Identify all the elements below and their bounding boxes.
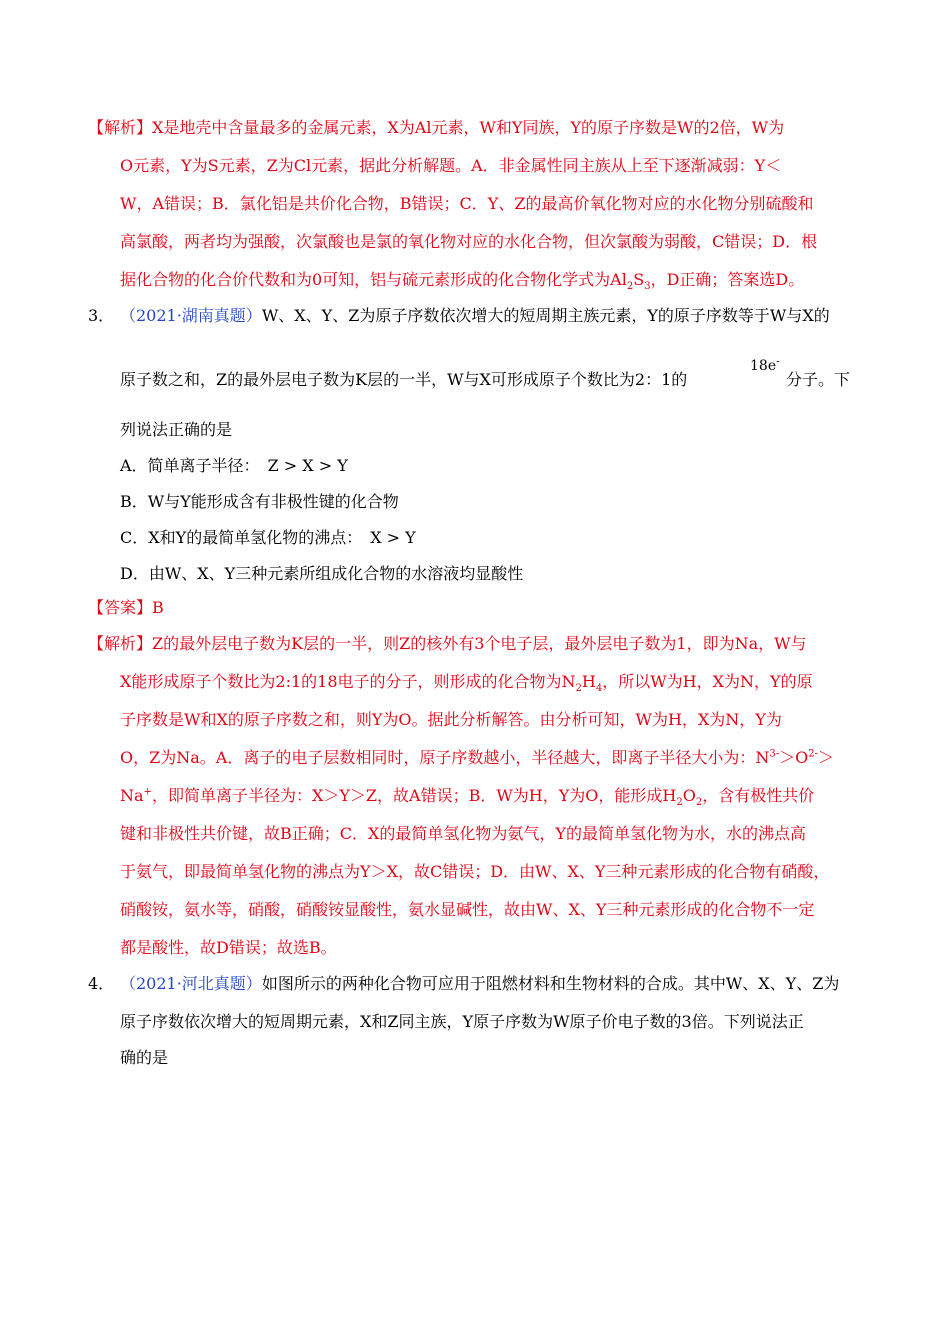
analysis-3-line-3: 子序数是W和X的原子序数之和，则Y为O。据此分析解答。由分析可知，W为H，X为N，Y为 <box>120 710 782 729</box>
analysis-3-line-9: 都是酸性，故D错误；故选B。 <box>120 938 337 957</box>
analysis-label: 【解析】 <box>88 634 153 653</box>
option-b: B．W与Y能形成含有非极性键的化合物 <box>120 492 399 511</box>
analysis-2-line-2: O元素，Y为S元素，Z为Cl元素，据此分析解题。A．非金属性同主族从上至下逐渐减弱：Y＜ <box>120 156 782 175</box>
analysis-2-line-3: W，A错误；B．氯化铝是共价化合物，B错误；C．Y、Z的最高价氧化物对应的水化物分别硫酸和 <box>120 194 814 213</box>
analysis-3-line-4: O，Z为Na。A．离子的电子层数相同时，原子序数越小，半径越大，即离子半径大小为：$N^{3-}>O^{2-}>$ <box>120 748 834 767</box>
analysis-2-line-1 <box>88 118 784 138</box>
option-math: Z > X > Y <box>267 456 348 475</box>
question-source: （2021·河北真题） <box>120 974 262 993</box>
question-source: （2021·湖南真题） <box>120 306 262 325</box>
question-4-line-3: 确的是 <box>120 1048 169 1067</box>
analysis-2-line-4: 高氯酸，两者均为强酸，次氯酸也是氯的氧化物对应的水化合物，但次氯酸为弱酸，C错误；D．根 <box>120 232 818 251</box>
analysis-3-line-2: X能形成原子个数比为2:1的18电子的分子，则形成的化合物为$N_2H_4$，所以W为H，X为N，Y的原 <box>120 672 813 695</box>
option-math: X > Y <box>370 528 416 547</box>
formula-18e: 18e- <box>750 356 780 374</box>
analysis-label: 【解析】 <box>88 118 153 137</box>
question-3-line-2: 原子数之和，Z的最外层电子数为K层的一半，W与X可形成原子个数比为2：1的 <box>120 370 688 389</box>
question-3-line-3: 列说法正确的是 <box>120 420 233 439</box>
analysis-3-line-7: 于氨气，即最简单氢化物的沸点为Y＞X，故C错误；D．由W、X、Y三种元素形成的化合物有硝酸， <box>120 862 830 881</box>
analysis-3-line-8: 硝酸铵，氨水等，硝酸，硝酸铵显酸性，氨水显碱性，故由W、X、Y三种元素形成的化合物不一定 <box>120 900 815 919</box>
analysis-text: X是地壳中含量最多的金属元素，X为Al元素，W和Y同族，Y的原子序数是W的2倍，W为 <box>152 118 785 137</box>
analysis-3-line-5: Na+，即简单离子半径为：X＞Y＞Z，故A错误；B．W为H，Y为O，能形成$H_2O_2$，含有极性共价 <box>120 786 815 809</box>
question-4-line-1: 4． （2021·河北真题）如图所示的两种化合物可应用于阻燃材料和生物材料的合成。其中W、X、Y、Z为 <box>88 974 840 993</box>
analysis-3-line-1: 【解析】Z的最外层电子数为K层的一半，则Z的核外有3个电子层，最外层电子数为1，即为Na，W与 <box>88 634 807 653</box>
option-c: C．X和Y的最简单氢化物的沸点： X > Y <box>120 528 416 547</box>
question-number: 4． <box>88 974 115 993</box>
answer-label: 【答案】 <box>88 598 153 617</box>
option-a: A．简单离子半径： Z > X > Y <box>120 456 348 475</box>
question-3-line-1: 3． （2021·湖南真题）W、X、Y、Z为原子序数依次增大的短周期主族元素，Y的原子序数等于W与X的 <box>88 306 830 325</box>
analysis-2-line-5: 据化合物的化合价代数和为0可知，铝与硫元素形成的化合物化学式为$Al_2S_3$，D正确；答案选D。 <box>120 270 805 293</box>
question-number: 3． <box>88 306 115 325</box>
answer-value: B <box>152 598 164 617</box>
question-4-line-2: 原子序数依次增大的短周期元素，X和Z同主族，Y原子序数为W原子价电子数的3倍。下列说法正 <box>120 1012 804 1031</box>
option-d: D．由W、X、Y三种元素所组成化合物的水溶液均显酸性 <box>120 564 524 583</box>
answer-line <box>88 598 164 618</box>
question-3-line-2-end: 分子。下 <box>786 370 851 389</box>
analysis-3-line-6: 键和非极性共价键，故B正确；C．X的最简单氢化物为氨气，Y的最简单氢化物为水，水的沸点高 <box>120 824 806 843</box>
